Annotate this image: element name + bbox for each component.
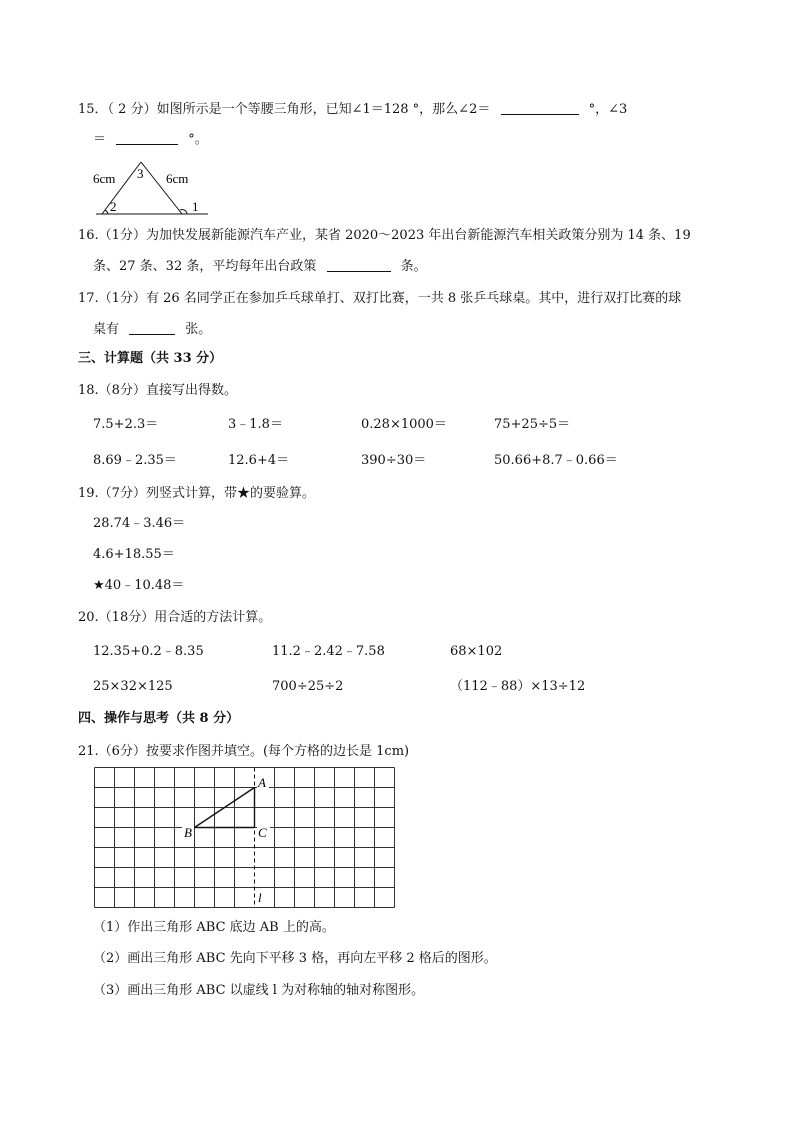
q17-text: 桌有: [93, 322, 120, 337]
fig-apex-label: 3: [137, 166, 144, 181]
q19-title: 19.（7分）列竖式计算，带★的要验算。: [78, 486, 315, 501]
q17-line1: 17.（1分）有 26 名同学正在参加乒乓球单打、双打比赛，一共 8 张乒乓球桌。其中，进行双打比赛的球: [78, 291, 682, 306]
fig-exterior-label: 1: [192, 199, 199, 214]
q16-line2: [93, 259, 427, 275]
q15-unit-a: °，∠3: [588, 102, 628, 117]
q18-r1-c2: 3﹣1.8＝: [228, 417, 283, 432]
q15-text: 15．（ 2 分）如图所示是一个等腰三角形，已知∠1＝128 °，那么∠2＝: [78, 102, 491, 117]
q17-line2: [93, 322, 211, 338]
q20-r1-c2: 11.2﹣2.42﹣7.58: [272, 644, 385, 659]
q18-r1-c3: 0.28×1000＝: [361, 417, 447, 432]
axis-l-label: l: [258, 890, 262, 905]
fig-base-left-label: 2: [110, 199, 117, 214]
q20-r1-c1: 12.35+0.2﹣8.35: [93, 644, 204, 659]
q20-r1-c3: 68×102: [450, 644, 503, 659]
q15-line2: [93, 132, 208, 148]
q19-item-1: 28.74﹣3.46＝: [93, 516, 186, 531]
q18-title: 18.（8分）直接写出得数。: [78, 383, 237, 398]
q16-text: 条、27 条、32 条，平均每年出台政策: [93, 259, 317, 274]
section-4-heading: 四、操作与思考（共 8 分）: [78, 711, 240, 726]
point-a-label: A: [258, 775, 266, 790]
q15-equals: ＝: [93, 132, 107, 147]
q20-r2-c1: 25×32×125: [93, 679, 173, 694]
q20-title: 20.（18分）用合适的方法计算。: [78, 610, 272, 625]
q21-sub-2: （2）画出三角形 ABC 先向下平移 3 格，再向左平移 2 格后的图形。: [93, 951, 497, 966]
point-c-label: C: [258, 825, 267, 840]
q15-unit-b: °。: [188, 132, 208, 147]
q17-answer-blank[interactable]: [129, 322, 175, 335]
q17-unit: 张。: [185, 322, 212, 337]
q16-line1: 16.（1分）为加快发展新能源汽车产业，某省 2020～2023 年出台新能源汽车相关政策分别为 14 条、19: [78, 228, 691, 243]
q15-answer-blank-angle2[interactable]: [501, 102, 579, 115]
q15-line1: [78, 102, 627, 118]
q20-r2-c2: 700÷25÷2: [272, 679, 344, 694]
q21-title: 21.（6分）按要求作图并填空。(每个方格的边长是 1cm): [78, 744, 410, 759]
q16-unit: 条。: [400, 259, 427, 274]
q18-r2-c2: 12.6+4＝: [228, 453, 290, 468]
grid-figure[interactable]: [94, 767, 396, 909]
q21-sub-1: （1）作出三角形 ABC 底边 AB 上的高。: [93, 920, 335, 935]
q18-r2-c4: 50.66+8.7﹣0.66＝: [494, 453, 618, 468]
q18-r1-c4: 75+25÷5＝: [494, 417, 571, 432]
isosceles-triangle-figure: [88, 155, 218, 219]
q20-r2-c3: （112﹣88）×13÷12: [450, 679, 586, 694]
q18-r1-c1: 7.5+2.3＝: [93, 417, 159, 432]
q15-answer-blank-angle3[interactable]: [116, 132, 178, 145]
q19-item-2: 4.6+18.55＝: [93, 547, 175, 562]
grid-lines: [95, 768, 395, 908]
fig-left-side-label: 6cm: [93, 171, 116, 186]
point-b-label: B: [184, 825, 192, 840]
q21-sub-3: （3）画出三角形 ABC 以虚线 l 为对称轴的轴对称图形。: [93, 983, 425, 998]
fig-right-side-label: 6cm: [166, 171, 189, 186]
q19-item-3: ★40﹣10.48＝: [93, 578, 185, 593]
q18-r2-c1: 8.69﹣2.35＝: [93, 453, 177, 468]
q16-answer-blank[interactable]: [327, 259, 391, 272]
section-3-heading: 三、计算题（共 33 分）: [78, 351, 223, 366]
q18-r2-c3: 390÷30＝: [361, 453, 427, 468]
